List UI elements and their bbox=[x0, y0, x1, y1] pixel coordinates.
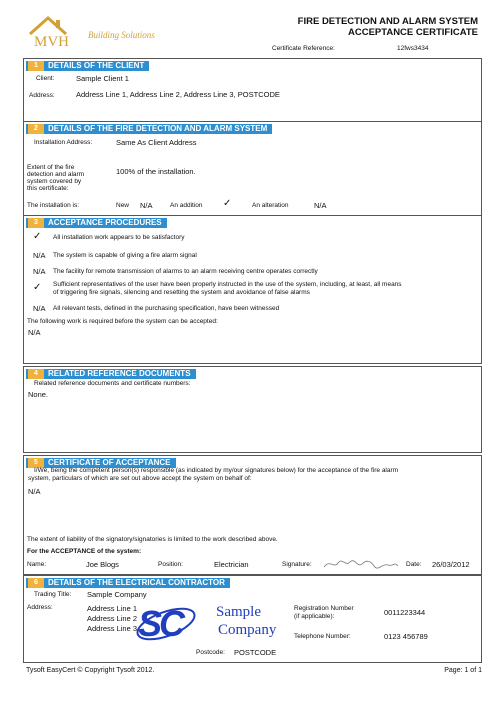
date-label: Date: bbox=[406, 561, 422, 568]
name-label: Name: bbox=[27, 561, 47, 568]
extent-label-line: system covered by bbox=[27, 178, 82, 185]
section-client bbox=[23, 58, 482, 122]
procedure-text: The facility for remote transmission of alarms to an alarm receiving centre operates correctly bbox=[53, 268, 318, 275]
company-logo bbox=[132, 602, 292, 648]
registration-label-line: (if applicable): bbox=[294, 613, 335, 620]
liability-text: The extent of liability of the signatory/signatories is limited to the work described above. bbox=[27, 536, 278, 543]
acceptance-statement bbox=[28, 467, 479, 483]
address-line: Address Line 3 bbox=[87, 624, 138, 633]
logo-initials: MVH bbox=[34, 34, 70, 50]
registration-label bbox=[294, 605, 354, 621]
new-value: N/A bbox=[140, 201, 153, 210]
section-header bbox=[26, 218, 167, 228]
for-acceptance-label: For the ACCEPTANCE of the system: bbox=[27, 548, 142, 555]
client-label: Client: bbox=[36, 75, 55, 82]
extent-label-line: this certificate: bbox=[27, 185, 69, 192]
procedure-mark: N/A bbox=[33, 304, 46, 313]
section-title: DETAILS OF THE ELECTRICAL CONTRACTOR bbox=[48, 578, 225, 587]
reference-docs-label: Related reference documents and certificate numbers: bbox=[34, 380, 191, 387]
trading-title-value: Sample Company bbox=[87, 590, 147, 599]
installation-address-value: Same As Client Address bbox=[116, 138, 197, 147]
date-value: 26/03/2012 bbox=[432, 560, 470, 569]
section-acceptance-procedures bbox=[23, 215, 482, 364]
alteration-label: An alteration bbox=[252, 202, 289, 209]
signature-label: Signature: bbox=[282, 561, 312, 568]
section-reference-documents bbox=[23, 366, 482, 453]
extent-label-line: detection and alarm bbox=[27, 171, 85, 178]
cert-ref-label: Certificate Reference: bbox=[272, 45, 335, 52]
procedure-mark: N/A bbox=[33, 267, 46, 276]
position-label: Position: bbox=[158, 561, 183, 568]
section-title: CERTIFICATE OF ACCEPTANCE bbox=[48, 458, 171, 467]
contractor-address-label: Address: bbox=[27, 604, 53, 611]
address-label: Address: bbox=[29, 92, 55, 99]
address-line: Address Line 1 bbox=[87, 604, 138, 613]
new-label: New bbox=[116, 202, 130, 209]
section-number: 1 bbox=[28, 61, 44, 71]
procedure-mark: N/A bbox=[33, 251, 46, 260]
extent-label-line: Extent of the fire bbox=[27, 164, 75, 171]
footer-page-number: Page: 1 of 1 bbox=[444, 667, 482, 674]
address-value: Address Line 1, Address Line 2, Address Line 3, POSTCODE bbox=[76, 90, 280, 99]
section-certificate-of-acceptance bbox=[23, 455, 482, 575]
section-number: 6 bbox=[28, 578, 44, 588]
reference-docs-value: None. bbox=[28, 390, 49, 399]
company-logo-initials: SC bbox=[138, 603, 183, 644]
procedure-text bbox=[53, 281, 481, 297]
company-logo-line2: Company bbox=[218, 622, 277, 638]
logo-tagline: Building Solutions bbox=[88, 30, 155, 40]
title-line-2: ACCEPTANCE CERTIFICATE bbox=[347, 27, 478, 38]
section-title: DETAILS OF THE CLIENT bbox=[48, 61, 145, 70]
section-number: 3 bbox=[28, 218, 44, 228]
addition-label: An addition bbox=[170, 202, 203, 209]
trading-title-label: Trading Title: bbox=[34, 591, 72, 598]
section-title: RELATED REFERENCE DOCUMENTS bbox=[48, 369, 191, 378]
cert-ref-value: 12fws3434 bbox=[397, 45, 429, 52]
telephone-label: Telephone Number: bbox=[294, 633, 351, 640]
title-line-1: FIRE DETECTION AND ALARM SYSTEM bbox=[297, 16, 478, 27]
alteration-value: N/A bbox=[314, 201, 327, 210]
addition-check-icon: ✓ bbox=[223, 198, 232, 209]
mvh-logo bbox=[26, 12, 176, 54]
registration-value: 0011223344 bbox=[384, 608, 426, 617]
certificate-title bbox=[298, 16, 478, 38]
section-number: 4 bbox=[28, 369, 44, 379]
section-electrical-contractor bbox=[23, 575, 482, 663]
work-required-value: N/A bbox=[28, 328, 41, 337]
procedure-text-line: of triggering fire signals, silencing and resetting the system and avoidance of false alarms bbox=[53, 289, 310, 296]
work-required-label: The following work is required before the system can be accepted: bbox=[27, 318, 218, 325]
section-system bbox=[23, 121, 482, 216]
procedure-text: All relevant tests, defined in the purchasing specification, have been witnessed bbox=[53, 305, 280, 312]
installation-is-label: The installation is: bbox=[27, 202, 80, 209]
installation-address-label: Installation Address: bbox=[34, 139, 93, 146]
on-behalf-value: N/A bbox=[28, 487, 41, 496]
acceptance-statement-line: system, particulars of which are set out above accept the system on behalf of: bbox=[28, 475, 252, 482]
footer-copyright: Tysoft EasyCert © Copyright Tysoft 2012. bbox=[26, 667, 155, 674]
extent-label bbox=[27, 164, 84, 192]
address-line: Address Line 2 bbox=[87, 614, 138, 623]
signature-image bbox=[322, 557, 400, 571]
check-icon: ✓ bbox=[33, 231, 42, 242]
procedure-text: The system is capable of giving a fire alarm signal bbox=[53, 252, 197, 259]
section-header bbox=[26, 124, 272, 134]
postcode-label: Postcode: bbox=[196, 649, 225, 656]
name-value: Joe Blogs bbox=[86, 560, 119, 569]
section-title: ACCEPTANCE PROCEDURES bbox=[48, 218, 162, 227]
telephone-value: 0123 456789 bbox=[384, 632, 428, 641]
extent-value: 100% of the installation. bbox=[116, 167, 196, 176]
acceptance-statement-line: I/We, being the competent person(s) responsible (as indicated by my/our signatures below) for the acceptance of the fire alarm bbox=[34, 467, 399, 474]
contractor-address bbox=[87, 604, 137, 634]
procedure-text: All installation work appears to be satisfactory bbox=[53, 234, 185, 241]
section-header bbox=[26, 369, 196, 379]
client-value: Sample Client 1 bbox=[76, 74, 129, 83]
section-title: DETAILS OF THE FIRE DETECTION AND ALARM SYSTEM bbox=[48, 124, 268, 133]
check-icon: ✓ bbox=[33, 282, 42, 293]
position-value: Electrician bbox=[214, 560, 249, 569]
registration-label-line: Registration Number bbox=[294, 605, 354, 612]
postcode-value: POSTCODE bbox=[234, 648, 277, 657]
section-header bbox=[26, 61, 149, 71]
company-logo-line1: Sample bbox=[216, 604, 261, 620]
procedure-text-line: Sufficient representatives of the user have been properly instructed in the use of the system, including, at least, all means bbox=[53, 281, 402, 288]
section-number: 5 bbox=[28, 458, 44, 468]
section-header bbox=[26, 578, 230, 588]
section-number: 2 bbox=[28, 124, 44, 134]
